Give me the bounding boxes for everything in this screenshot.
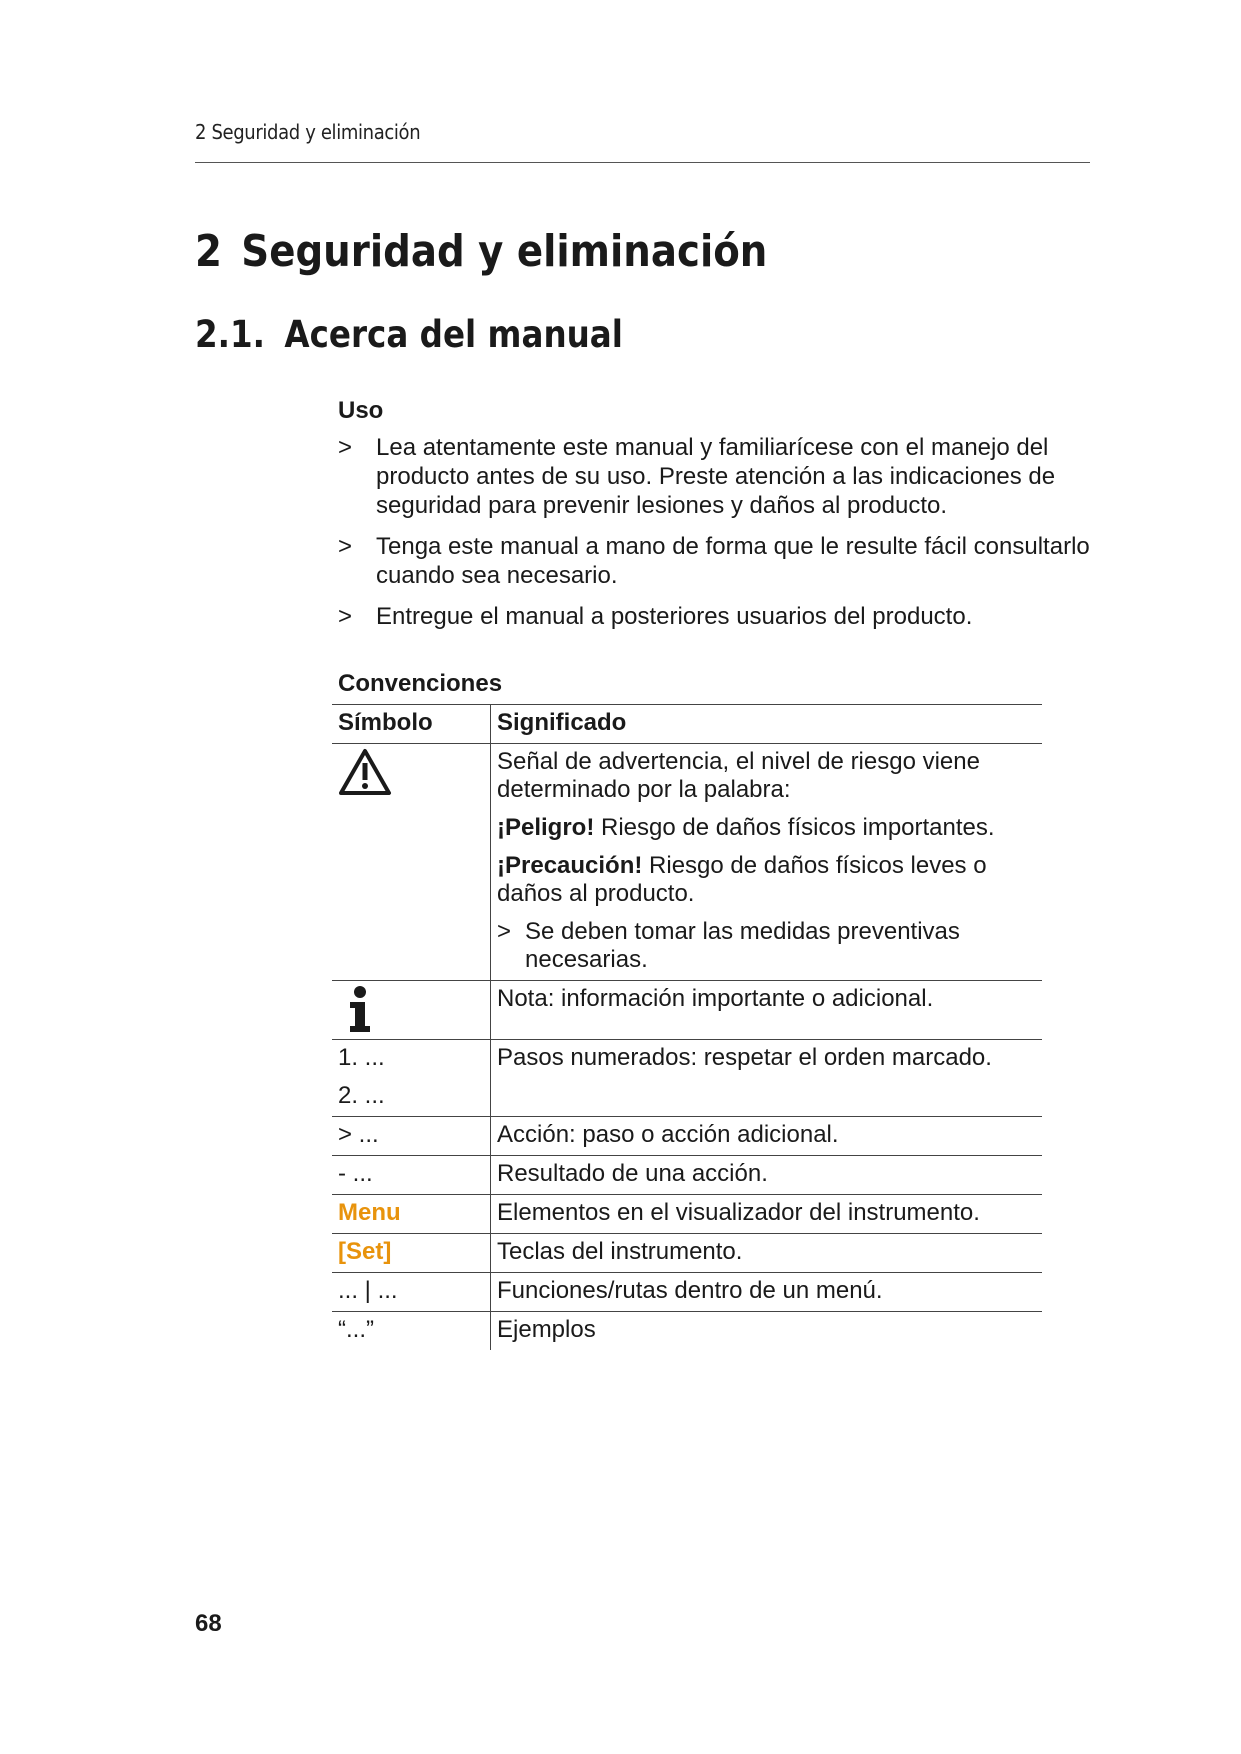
table-row [332,981,1042,1040]
meaning-cell: Resultado de una acción. [497,1160,768,1187]
meaning-cell: Elementos en el visualizador del instrumento. [497,1199,980,1226]
list-item [338,433,1098,520]
running-header: 2 Seguridad y eliminación [195,120,421,144]
column-header-meaning: Significado [497,709,627,736]
info-icon [338,985,486,1033]
table-row [332,1273,1042,1312]
caution-text: Riesgo de daños físicos leves o daños al producto. [497,852,987,907]
warning-triangle-icon [338,748,486,796]
caution-label: ¡Precaución! [497,852,643,879]
list-item [338,532,1098,590]
table-row [332,1040,1042,1117]
table-header-row [332,705,1042,744]
meaning-cell: Teclas del instrumento. [497,1238,743,1265]
chapter-title [195,226,767,277]
preventive-action [497,918,1038,974]
uso-bullet-list [338,433,1098,631]
caution-line [497,852,1038,908]
section-number: 2.1. [195,313,266,356]
symbol-cell [332,744,491,981]
table-row [332,1234,1042,1273]
page-number: 68 [195,1610,222,1637]
menu-symbol-cell: Menu [332,1195,491,1234]
header-rule [195,162,1090,163]
warning-description: Señal de advertencia, el nivel de riesgo viene determinado por la palabra: [497,748,980,803]
danger-text: Riesgo de daños físicos importantes. [594,814,995,841]
bullet-marker: > [338,603,353,630]
preventive-action-text: Se deben tomar las medidas preventivas necesarias. [525,918,960,973]
bullet-marker: > [497,918,512,945]
meaning-cell: Acción: paso o acción adicional. [497,1121,839,1148]
list-item [338,602,1098,631]
bullet-text: Lea atentamente este manual y familiarícese con el manejo del producto antes de su uso. Preste atención a las indicaciones de seguridad para prevenir lesiones y daños al producto. [376,434,1056,519]
section-title-text: Acerca del manual [284,313,623,356]
uso-heading: Uso [338,397,384,424]
symbol-cell: > ... [332,1117,491,1156]
main-content [338,396,1098,1350]
danger-line [497,814,1038,842]
bullet-text: Entregue el manual a posteriores usuarios del producto. [376,603,973,630]
conventions-table [332,704,1042,1350]
meaning-cell: Ejemplos [497,1316,596,1343]
meaning-cell [491,744,1043,981]
section-title [195,313,623,356]
meaning-cell: Nota: información importante o adicional. [497,985,934,1012]
table-row [332,1117,1042,1156]
key-symbol-cell: [Set] [332,1234,491,1273]
meaning-cell: Funciones/rutas dentro de un menú. [497,1277,883,1304]
symbol-cell: ... | ... [332,1273,491,1312]
chapter-title-text: Seguridad y eliminación [241,226,768,277]
chapter-number: 2 [195,226,222,277]
step-one: 1. ... [338,1044,385,1071]
bullet-marker: > [338,434,353,461]
bullet-text: Tenga este manual a mano de forma que le resulte fácil consultarlo cuando sea necesario. [376,533,1090,589]
symbol-cell: - ... [332,1156,491,1195]
table-row [332,1312,1042,1351]
step-two: 2. ... [338,1082,385,1109]
table-row [332,1156,1042,1195]
table-row [332,744,1042,981]
symbol-cell: “...” [332,1312,491,1351]
danger-label: ¡Peligro! [497,814,595,841]
column-header-symbol: Símbolo [332,705,491,744]
bullet-marker: > [338,533,353,560]
conventions-heading: Convenciones [338,670,503,697]
symbol-cell [332,981,491,1040]
table-row [332,1195,1042,1234]
meaning-cell: Pasos numerados: respetar el orden marcado. [497,1044,992,1071]
symbol-cell [332,1040,491,1117]
